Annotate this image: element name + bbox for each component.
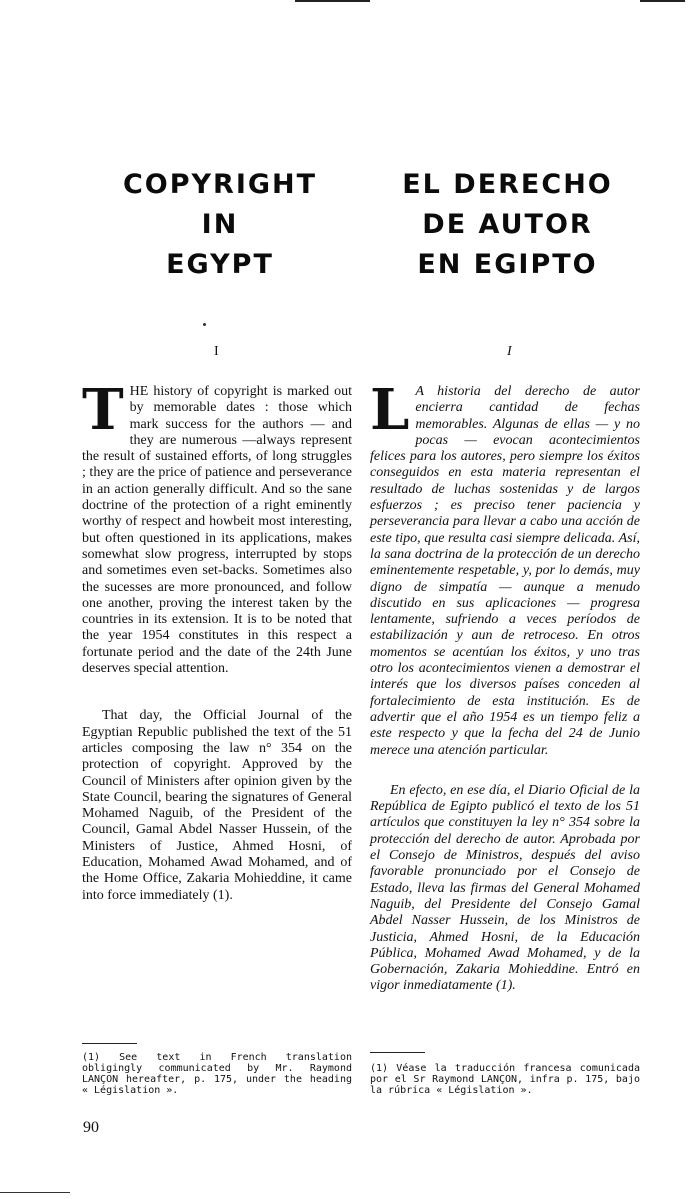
spanish-title (370, 165, 645, 285)
bottom-rule (0, 1192, 70, 1193)
english-paragraph-2: That day, the Official Journal of the Egyptian Republic published the text of the 51 articles composing the law n° 354 on the protection of copyright. Approved by the Council of Ministers after opinion given by the State Council, bearing the signatures of General Mohamed Naguib, of the President of the Council, Gamal Abdel Nasser Hussein, of the Ministers of Justice, Ahmed Hosni, of Education, Mohamed Awad Mohamed, and of the Home Office, Zakaria Mohieddine, it came into force immediately (1). (82, 708, 352, 903)
english-paragraph-1: THE history of copyright is marked out by memorable dates : those which mark success for the authors — and they are numerous —always represent the result of sustained efforts, of long struggles ; they are the price of patience and perseverance in an action generally difficult. And so the sane doctrine of the protection of a right eminently worthy of respect and howbeit most interesting, but often questioned in its applications, makes somewhat slow progress, interrupted by stops and sometimes even set-backs. Sometimes also the sucesses are more pronounced, and follow one another, proving the interest taken by the countries in its extension. It is to be noted that the year 1954 constitutes in this respect a fortunate period and the date of the 24th June deserves special attention. (82, 377, 352, 677)
spanish-paragraph-1: LA historia del derecho de autor encierra cantidad de fechas memorables. Algunas de ellas — y no pocas — evocan acontecimientos felices para los autores, pero siempre los éxitos conseguidos en esta materia representan el resultado de luchas sostenidas y de largos esfuerzos ; es preciso tener paciencia y perseverancia para llevar a cabo una acción de este tipo, que resulta casi siempre delicada. Así, la sana doctrina de la protección de un derecho eminentemente respetable, y, por lo demás, muy digno de simpatía — aunque a menudo discutido en sus aplicaciones — progresa lentamente, sufriendo a veces períodos de estabilización y aun de retroceso. En otros momentos se acentúan los éxitos, y uno tras otro los acontecimientos vienen a demostrar el interés que los diversos países conceden al fortalecimiento de esta institución. Es de advertir que el año 1954 es un tiempo feliz a este respecto y que la fecha del 24 de Junio merece una atención particular. (370, 377, 640, 758)
spanish-section-number: I (507, 344, 512, 359)
top-rule-left (295, 0, 370, 2)
english-footnote-rule (82, 1043, 137, 1044)
english-footnote: (1) See text in French translation obligingly communicated by Mr. Raymond LANÇON hereafter, p. 175, under the heading « Législation ». (82, 1052, 352, 1096)
english-title (95, 165, 345, 285)
spanish-column (370, 377, 640, 995)
spanish-footnote: (1) Véase la traducción francesa comunicada por el Sr Raymond LANÇON, infra p. 175, bajo la rúbrica « Législation ». (370, 1063, 640, 1096)
spanish-title-line: DE AUTOR (422, 209, 593, 240)
spanish-footnote-rule (370, 1052, 425, 1053)
english-title-line: EGYPT (166, 249, 274, 280)
spanish-title-line: EN EGIPTO (417, 249, 598, 280)
spanish-title-line: EL DERECHO (402, 169, 613, 200)
english-title-line: COPYRIGHT (122, 169, 318, 200)
ornament-dot (203, 323, 206, 326)
english-column (82, 377, 352, 904)
spanish-paragraph-2: En efecto, en ese día, el Diario Oficial de la República de Egipto publicó el texto de los 51 artículos que constituyen la ley n° 354 sobre la protección del derecho de autor. Aprobada por el Consejo de Ministros, después del aviso favorable pronunciado por el Consejo de Estado, lleva las firmas del General Mohamed Naguib, del Presidente del Consejo Gamal Abdel Nasser Hussein, de los Ministros de Justicia, Ahmed Hosni, de la Educación Pública, Mohamed Awad Mohamed, y de la Gobernación, Zakaria Mohieddine. Entró en vigor inmediatamente (1). (370, 782, 640, 994)
english-title-line: IN (201, 209, 239, 240)
top-rule-right (640, 0, 685, 2)
english-section-number: I (214, 344, 219, 359)
page-number: 90 (83, 1119, 99, 1136)
